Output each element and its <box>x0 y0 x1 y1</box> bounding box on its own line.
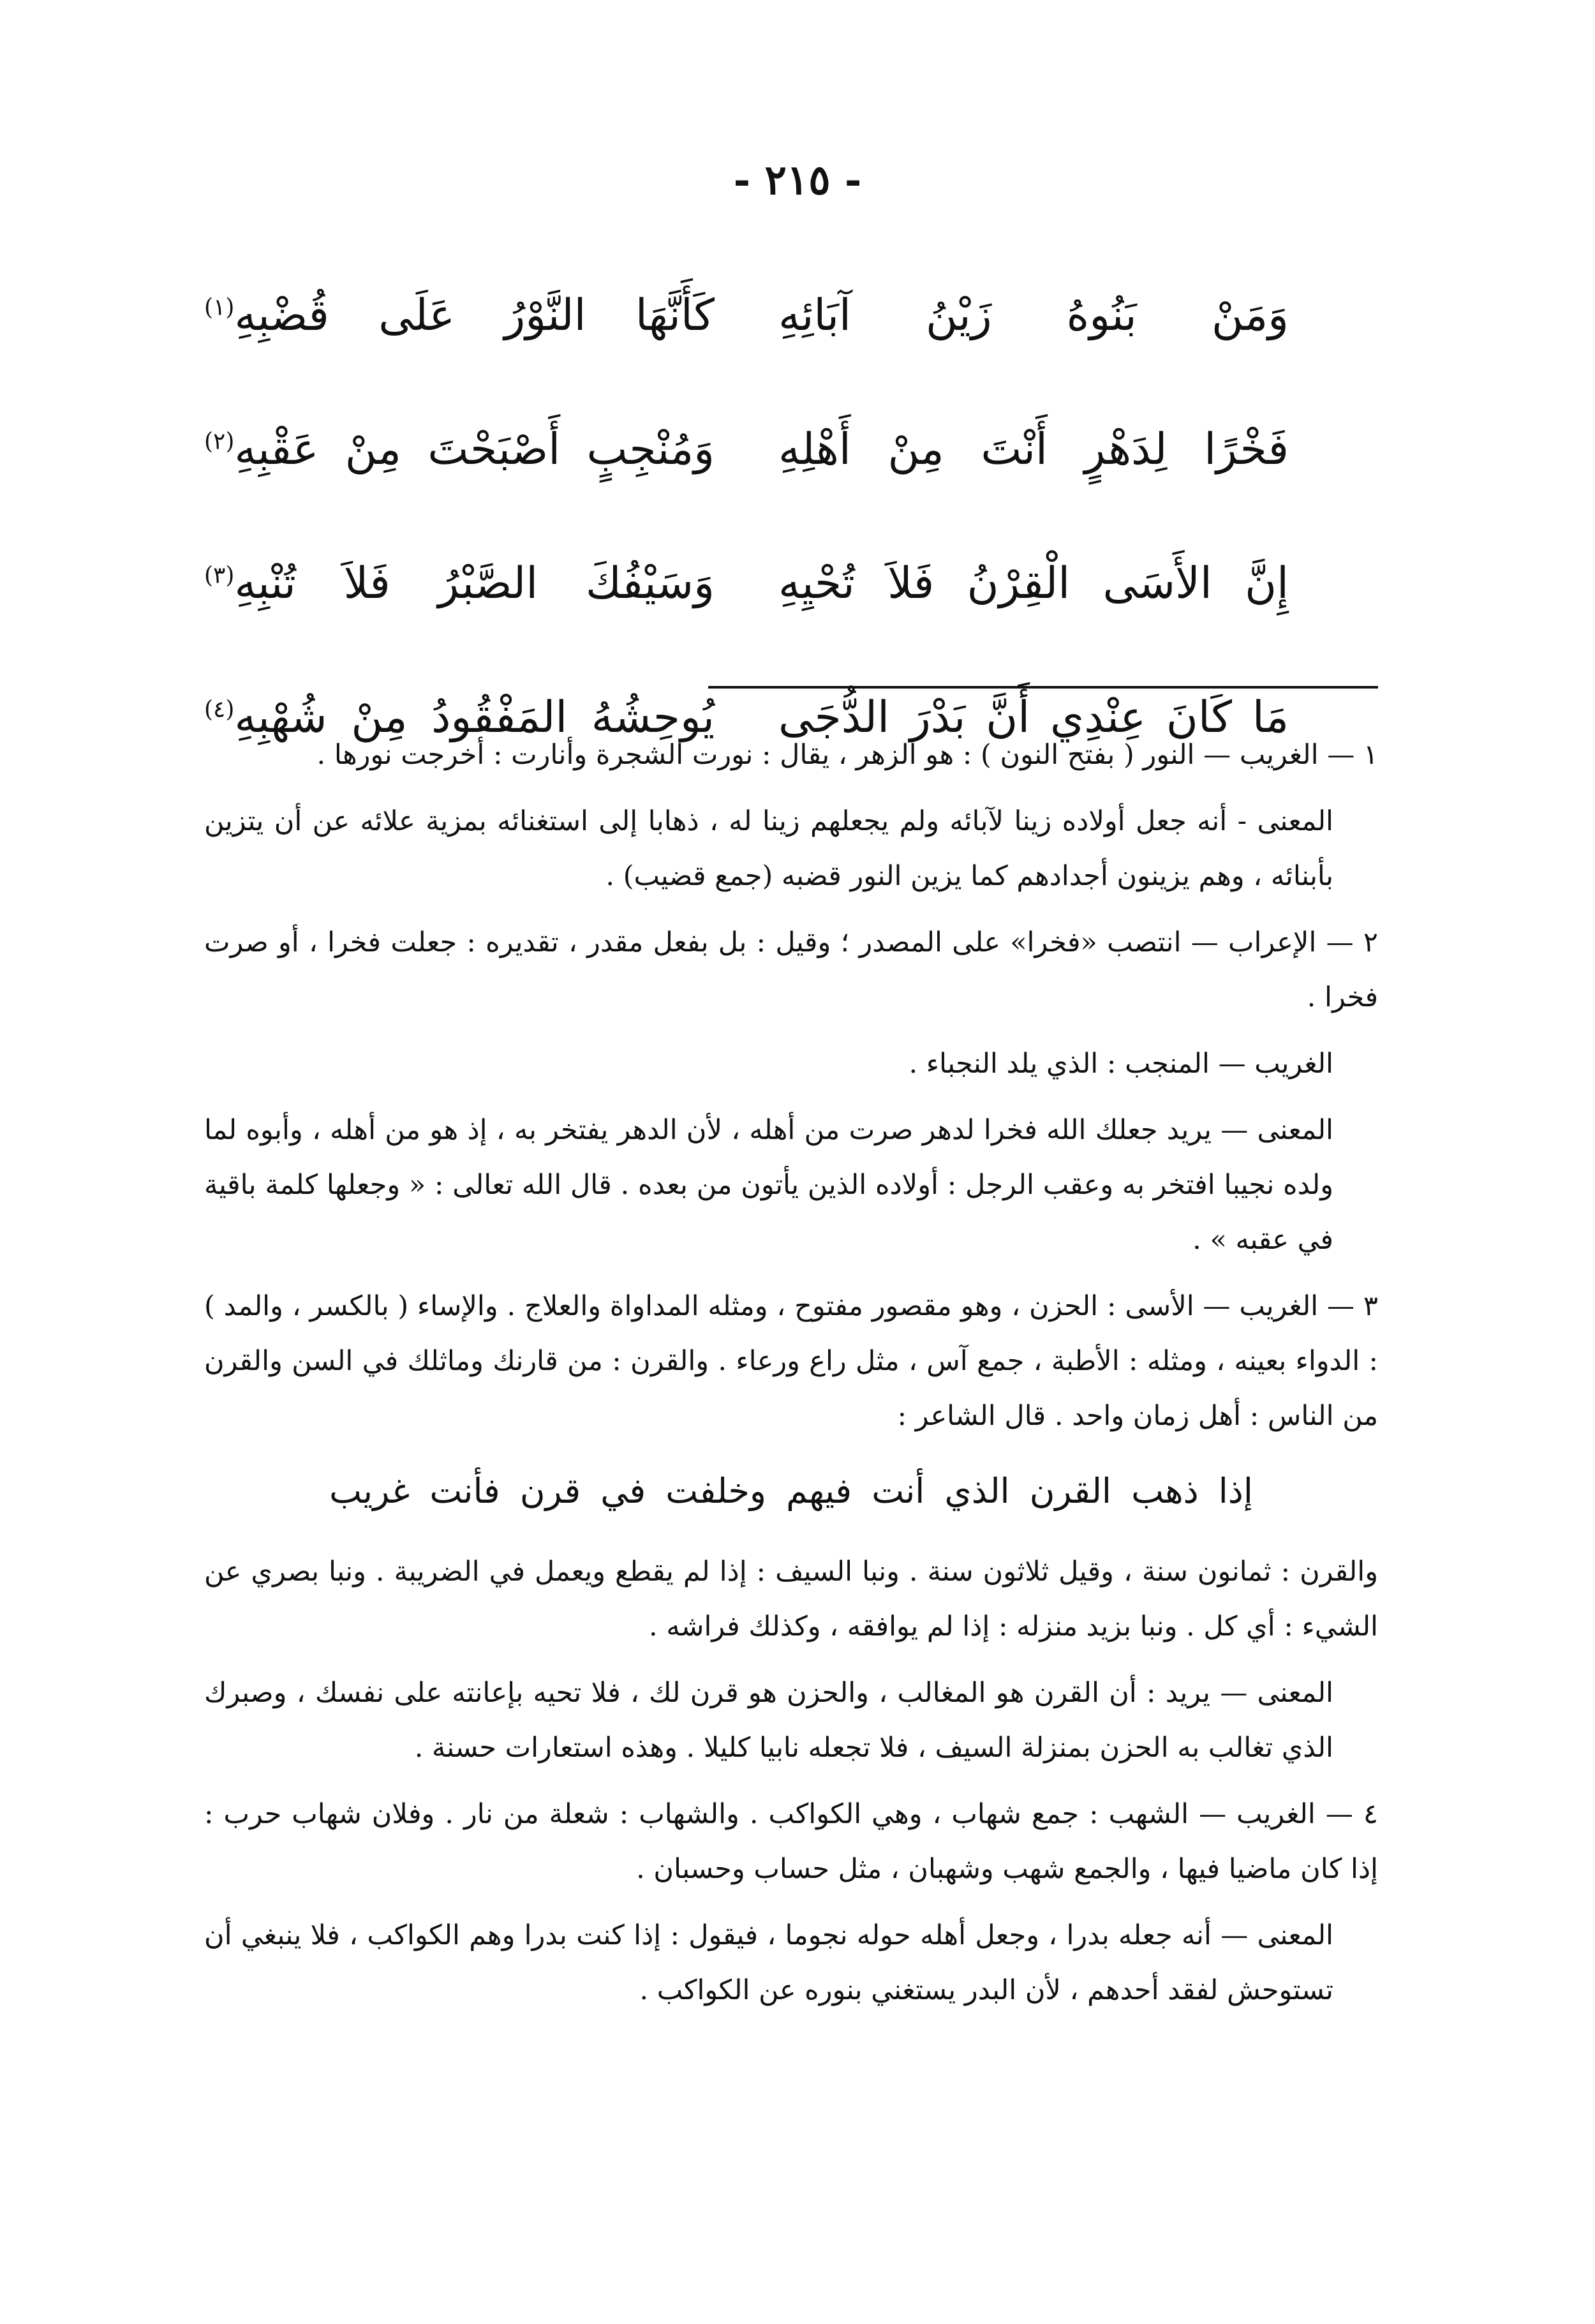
verse-4-first-hemistich: مَا كَانَ عِنْدِي أَنَّ بَدْرَ الدُّجَى <box>778 692 1289 743</box>
verse-2-first-hemistich: فَخْرًا لِدَهْرٍ أَنْتَ مِنْ أَهْلِهِ <box>778 424 1289 475</box>
poem-verses <box>204 249 1289 785</box>
verse-4-second-text: يُوحِشُهُ المَفْقُودُ مِنْ شُهْبِهِ <box>234 692 715 743</box>
note-2-gharib: الغريب — المنجب : الذي يلد النجباء . <box>909 1048 1333 1080</box>
note-1-gharib: ١ — الغريب — النور ( بفتح النون ) : هو الزهر ، يقال : نورت الشجرة وأنارت : أخرجت نورها . <box>316 739 1378 771</box>
verse-3 <box>204 517 1289 651</box>
page-number: - ٢١٥ - <box>733 156 862 204</box>
verse-1-second-hemistich <box>204 290 715 342</box>
footnote-marker-2: (٢) <box>204 428 235 455</box>
verse-1-second-text: كَأَنَّهَا النَّوْرُ عَلَى قُضْبِهِ <box>234 290 715 341</box>
footnote-separator <box>708 686 1378 689</box>
note-2-grammar: ٢ — الإعراب — انتصب «فخرا» على المصدر ؛ وقيل : بل بفعل مقدر ، تقديره : جعلت فخرا ، أو صرت فخرا . <box>204 927 1378 1013</box>
footnote-marker-4: (٤) <box>204 696 235 723</box>
footnote-marker-1: (١) <box>204 294 235 321</box>
verse-1-first-hemistich: وَمَنْ بَنُوهُ زَيْنُ آبَائِهِ <box>778 290 1289 341</box>
commentary <box>204 727 1378 2029</box>
verse-3-second-hemistich <box>204 558 715 610</box>
note-4-gharib: ٤ — الغريب — الشهب : جمع شهاب ، وهي الكواكب . والشهاب : شعلة من نار . وفلان شهاب حرب : إذا كان ماضيا فيها ، والجمع شهب وشهبان ، مثل حساب وحسبان . <box>204 1798 1378 1885</box>
verse-2 <box>204 383 1289 517</box>
note-3-gharib: ٣ — الغريب — الأسى : الحزن ، وهو مقصور مفتوح ، ومثله المداواة والعلاج . والإساء ( بالكسر ، والمد ) : الدواء بعينه ، ومثله : الأطبة ، جمع آس ، مثل راع ورعاء . والقرن : من قارنك وماثلك في السن والقرن من الناس : أهل زمان واحد . قال الشاعر : <box>204 1290 1378 1432</box>
footnote-marker-3: (٣) <box>204 562 235 589</box>
verse-3-second-text: وَسَيْفُكَ الصَّبْرُ فَلاَ تُنْبِهِ <box>234 558 715 609</box>
note-3-meaning: المعنى — يريد : أن القرن هو المغالب ، والحزن هو قرن لك ، فلا تحيه بإعانته على نفسك ، وصبرك الذي تغالب به الحزن بمنزلة السيف ، فلا تجعله نابيا كليلا . وهذه استعارات حسنة . <box>204 1677 1333 1764</box>
verse-3-first-hemistich: إِنَّ الأَسَى الْقِرْنُ فَلاَ تُحْيِهِ <box>778 558 1289 609</box>
note-3-quoted-verse: إذا ذهب القرن الذي أنت فيهم وخلفت في قرن فأنت غريب <box>329 1471 1253 1511</box>
verse-2-second-text: وَمُنْجِبٍ أَصْبَحْتَ مِنْ عَقْبِهِ <box>234 424 715 475</box>
verse-1 <box>204 249 1289 383</box>
note-2-meaning: المعنى — يريد جعلك الله فخرا لدهر صرت من أهله ، لأن الدهر يفتخر به ، إذ هو من أهله ، وأبوه لما ولده نجيبا افتخر به وعقب الرجل : أولاده الذين يأتون من بعده . قال الله تعالى : « وجعلها كلمة باقية في عقبه » . <box>204 1114 1333 1256</box>
verse-2-second-hemistich <box>204 424 715 476</box>
note-1-meaning: المعنى - أنه جعل أولاده زينا لآبائه ولم يجعلهم زينا له ، ذهابا إلى استغنائه بمزية علائه عن أن يتزين بأبنائه ، وهم يزينون أجدادهم كما يزين النور قضبه (جمع قضيب) . <box>204 805 1333 892</box>
note-4-meaning: المعنى — أنه جعله بدرا ، وجعل أهله حوله نجوما ، فيقول : إذا كنت بدرا وهم الكواكب ، فلا ينبغي أن تستوحش لفقد أحدهم ، لأن البدر يستغني بنوره عن الكواكب . <box>204 1919 1333 2006</box>
note-3-qarn: والقرن : ثمانون سنة ، وقيل ثلاثون سنة . ونبا السيف : إذا لم يقطع ويعمل في الضريبة . ونبا بصري عن الشيء : أي كل . ونبا بزيد منزله : إذا لم يوافقه ، وكذلك فراشه . <box>204 1556 1378 1642</box>
